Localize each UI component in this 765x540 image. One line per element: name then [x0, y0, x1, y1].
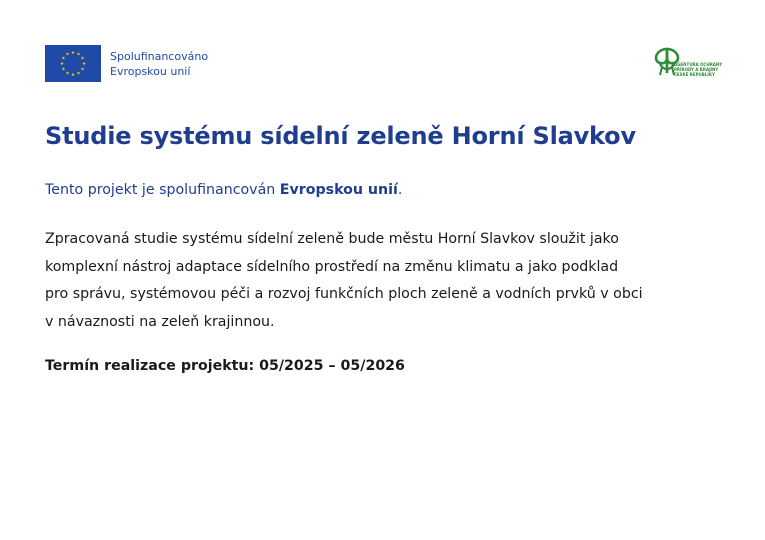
- page-title: Studie systému sídelní zeleně Horní Slavkov: [45, 122, 636, 150]
- description-line: Zpracovaná studie systému sídelní zeleně bude městu Horní Slavkov sloužit jako: [45, 231, 619, 247]
- eu-star: [77, 52, 80, 55]
- eu-star: [66, 71, 69, 74]
- eu-star: [62, 56, 65, 59]
- eu-star: [82, 62, 85, 65]
- eu-star: [81, 67, 84, 70]
- eu-cofinancing-text: [110, 49, 208, 79]
- project-description: [45, 226, 735, 336]
- aopk-text-line3: ČESKÉ REPUBLIKY: [674, 72, 715, 77]
- description-line: pro správu, systémovou péči a rozvoj funkčních ploch zeleně a vodních prvků v obci: [45, 286, 643, 302]
- aopk-text-line1: AGENTURA OCHRANY: [674, 62, 723, 67]
- eu-star: [66, 52, 69, 55]
- eu-text-line2: Evropskou unií: [110, 64, 191, 78]
- description-line: komplexní nástroj adaptace sídelního prostředí na změnu klimatu a jako podklad: [45, 258, 619, 275]
- eu-star: [71, 51, 74, 54]
- eu-star: [81, 56, 84, 59]
- description-line: v návaznosti na zeleň krajinnou.: [45, 313, 275, 330]
- aopk-logo-text: [674, 62, 722, 77]
- eu-star: [62, 67, 65, 70]
- intro-prefix: Tento projekt je spolufinancován: [45, 182, 280, 198]
- eu-star: [60, 62, 63, 65]
- intro-suffix: .: [397, 182, 403, 198]
- eu-star: [77, 71, 80, 74]
- eu-text-line1: Spolufinancováno: [110, 49, 209, 63]
- intro-paragraph: [45, 179, 402, 201]
- eu-flag-icon: [45, 45, 101, 82]
- aopk-text-line2: PŘÍRODY A KRAJINY: [674, 67, 719, 72]
- project-term: Termín realizace projektu: 05/2025 – 05/2026: [45, 358, 405, 374]
- eu-cofinancing-logo: [45, 45, 208, 82]
- eu-star: [71, 73, 74, 76]
- intro-eu-emphasis: Evropskou unií: [279, 182, 398, 198]
